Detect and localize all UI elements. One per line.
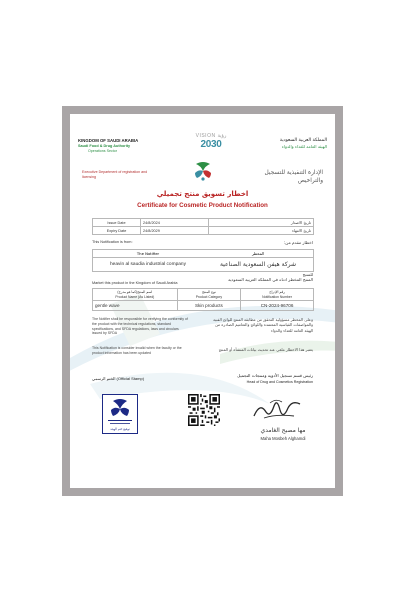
vision-label: VISION رؤية [195, 133, 227, 139]
official-stamp [102, 394, 138, 434]
sfda-logo-icon [193, 160, 213, 182]
vision-2030-logo [186, 133, 236, 150]
ksa-title-ar: المملكة العربية السعودية [279, 138, 327, 143]
department-en: Executive Department of registration and licensing [82, 170, 148, 179]
notification-number-header-en: Notification Number [262, 294, 292, 299]
dates-table [92, 218, 314, 235]
notifier-intro-ar: اخطار مقدم من: [283, 240, 313, 245]
head-title-en: Head of Drug and Cosmetics Registration [246, 380, 313, 384]
sfda-title-en: Saudi Food & Drug Authority [78, 144, 131, 148]
product-name-value: gentle wave [93, 301, 178, 311]
expiry-date-label-en: Expiry Date [93, 227, 141, 235]
notifier-box [92, 249, 314, 272]
notifier-name-en: heavin al saudia industrial company [110, 262, 186, 267]
stamp-text: توقيع ختم الهيئة [110, 427, 130, 431]
vision-year: 2030 [200, 139, 222, 150]
product-name-header [93, 289, 178, 301]
responsibility-statement-ar: وعلى المخطر مسؤولية التحقق من مطابقة المنتج للوائح الفنية والمواصفات القياسية المعتمدة واللوائح والتعاميم الصادرة من الهيئة العامة للغذاء والدواء [213, 317, 313, 333]
notification-number-header-ar: رقم الإدراج [269, 290, 285, 295]
issue-date-label-en: Issue Date [93, 219, 141, 227]
notifier-name-ar: شركة هيفن السعودية الصناعية [219, 261, 297, 268]
sector-title-en: Operations Sector [88, 149, 117, 153]
head-title-ar: رئيس قسم تسجيل الأدوية ومنتجات التجميل [237, 373, 313, 378]
ksa-header-ar [237, 138, 327, 149]
certificate-frame [62, 106, 343, 496]
market-label-ar: للمنتج [302, 272, 313, 277]
qr-code [188, 394, 220, 426]
issue-date-row [93, 219, 314, 227]
expiry-date-label-ar: تاريخ الانتهاء [209, 227, 314, 235]
official-stamp-label: الختم الرسمي (Official Stamp) [92, 376, 145, 381]
certificate-title-en: Certificate for Cosmetic Product Notification [137, 202, 268, 209]
product-category-header [177, 289, 240, 301]
department-ar: الإدارة التنفيذية للتسجيل والتراخيص [264, 170, 323, 184]
product-row [93, 301, 314, 311]
notification-number-header [241, 289, 314, 301]
notifier-name-row [93, 258, 313, 271]
signatory-name-en: Maha Mosbeh Alghamdi [260, 436, 306, 441]
market-sentence-en: Market this product in the Kingdom of Saudi Arabia [92, 281, 178, 285]
product-table [92, 288, 314, 311]
sfda-title-ar: الهيئة العامة للغذاء والدواء [281, 144, 327, 149]
invalid-statement-en: This Notification is consider invalid when the faculty or the product information has been updated [92, 346, 182, 355]
product-category-value: Skin products [177, 301, 240, 311]
issue-date-value: 24/8/2024 [141, 219, 209, 227]
expiry-date-value: 24/8/2029 [141, 227, 209, 235]
notification-number-value: CN-2024-96706 [241, 301, 314, 311]
market-sentence-ar: المنتج المخطر ادناه في المملكة العربية السعودية [228, 277, 313, 282]
product-category-header-ar: نوع المنتج [201, 290, 216, 295]
invalid-statement-ar: يعتبر هذا الاخطار ملغي عند تحديث بيانات المنشأة أو المنتج [218, 347, 313, 352]
signature [250, 394, 306, 424]
issue-date-label-ar: تاريخ الاصدار [209, 219, 314, 227]
responsibility-statement-en: The Notifier shall be responsible for verifying the conformity of the product with the technical regulations, standard specifications, and SFDA regulations, laws and circulars issued by SFDA [92, 317, 188, 336]
product-table-header [93, 289, 314, 301]
product-name-header-en: Product Name (As Listed) [115, 294, 155, 299]
ksa-header-en [78, 138, 178, 153]
signatory-name-ar: مها مصبح الغامدي [260, 427, 306, 434]
notifier-header-en: The Notifier [136, 251, 160, 256]
certificate-title-ar: اخطار تسويق منتج تجميلي [156, 190, 249, 198]
notifier-header-ar: المخطر [251, 251, 265, 256]
ksa-title-en: KINGDOM OF SAUDI ARABIA [78, 138, 139, 143]
expiry-date-row [93, 227, 314, 235]
product-name-header-ar: اسم المنتج(كما هو مدرج) [117, 290, 153, 295]
certificate-page [70, 114, 335, 488]
product-category-header-en: Product Category [195, 294, 223, 299]
notifier-header [93, 250, 313, 258]
notifier-intro-en: This Notification is from: [92, 240, 133, 244]
